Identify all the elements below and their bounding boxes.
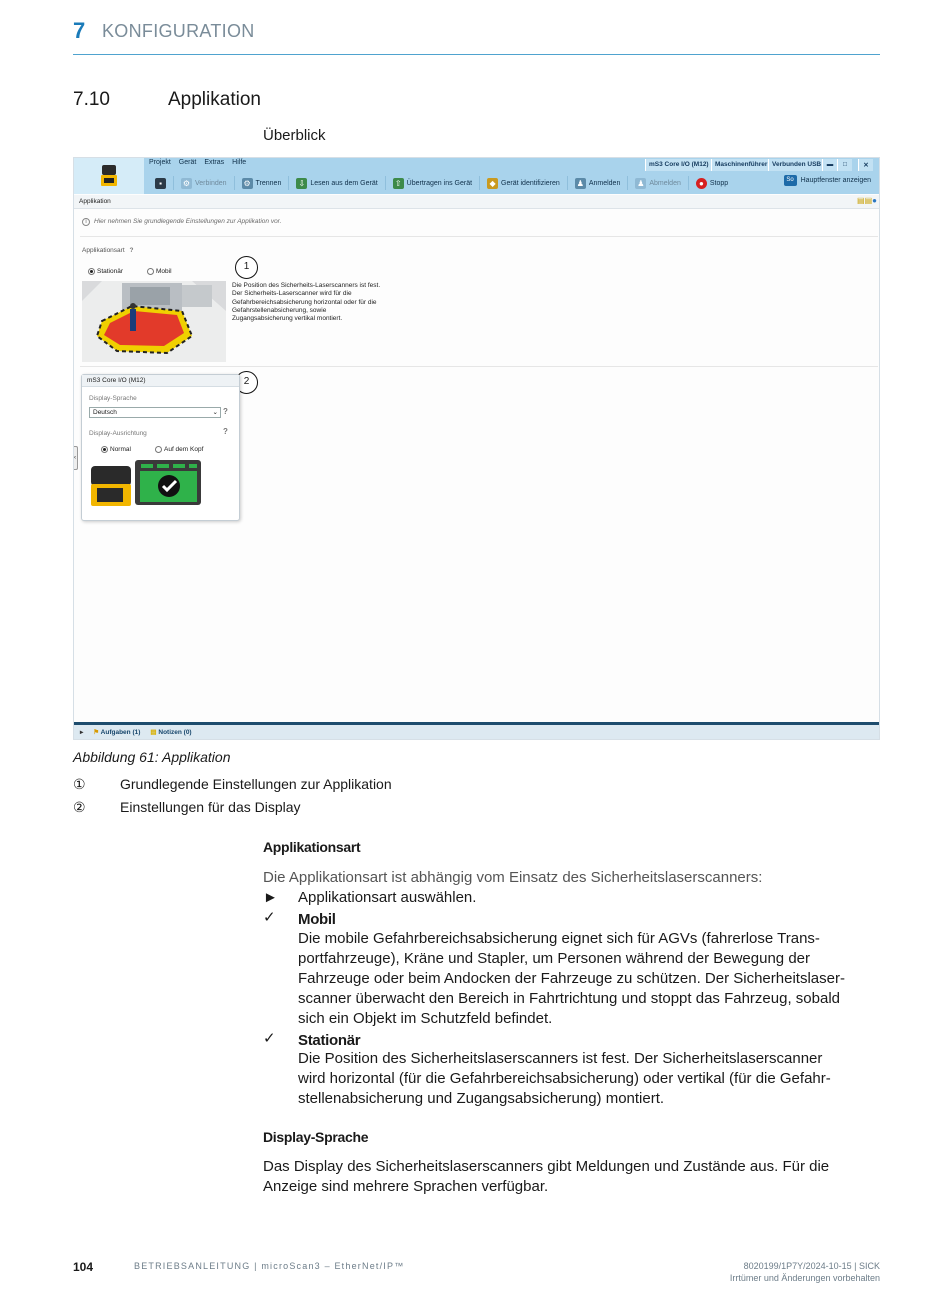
scanner-logo-icon: [74, 158, 144, 194]
mobile-line: Fahrzeuge oder beim Andocken der Fahrzeuge zu schützen. Der Sicherheitslaser-: [298, 970, 845, 987]
panel-title: mS3 Core I/O (M12): [82, 375, 239, 387]
help-icon[interactable]: ?: [129, 247, 134, 254]
section-heading: Applikationsart: [263, 839, 361, 855]
note-icon: ▤: [150, 729, 157, 736]
app-toolbar: [74, 158, 880, 194]
stationary-line: Die Position des Sicherheitslaserscanners ist fest. Der Sicherheitslaserscanner: [298, 1050, 823, 1067]
display-language-label: Display-Sprache: [89, 395, 137, 402]
login-icon: ♟: [576, 178, 584, 188]
app-type-label: Applikationsart ?: [82, 247, 134, 254]
help-icon[interactable]: ?: [223, 407, 228, 416]
maximize-icon[interactable]: □: [837, 159, 852, 171]
mobile-line: sich ein Objekt im Schutzfeld befindet.: [298, 1010, 553, 1027]
step-text: Applikationsart auswählen.: [298, 889, 477, 906]
lang-line: Das Display des Sicherheitslaserscanners gibt Meldungen und Zustände aus. Für die: [263, 1158, 830, 1175]
chevron-down-icon: ⌄: [212, 409, 218, 416]
section-subtitle: Überblick: [263, 127, 326, 144]
device-tag: mS3 Core I/O (M12): [645, 159, 712, 171]
menu-hilfe[interactable]: Hilfe: [232, 159, 247, 166]
tool-row: [148, 174, 735, 192]
option-title-mobile: Mobil: [298, 911, 336, 928]
main-window-button[interactable]: So Hauptfenster anzeigen: [784, 175, 871, 186]
stop-button[interactable]: ● Stopp: [689, 176, 735, 190]
help-icons[interactable]: ▤▤●: [857, 196, 877, 205]
mobile-line: Die mobile Gefahrbereichsabsicherung eignet sich für AGVs (fahrerlose Trans-: [298, 930, 820, 947]
close-icon[interactable]: ✕: [858, 159, 873, 171]
footer-reference: 8020199/1P7Y/2024-10-15 | SICK: [743, 1261, 880, 1271]
main-window-icon: So: [784, 175, 797, 186]
transfer-device-button[interactable]: ⇧ Übertragen ins Gerät: [386, 176, 480, 190]
disconnect-icon: ⚙: [243, 178, 251, 188]
stationary-line: stellenabsicherung und Zugangsabsicherung) montiert.: [298, 1090, 665, 1107]
identify-device-button[interactable]: ◆ Gerät identifizieren: [480, 176, 568, 190]
mobile-line: portfahrzeuge), Kräne und Stapler, um Personen während der Bewegung der: [298, 950, 810, 967]
read-icon: ⇩: [296, 178, 307, 189]
callout-1: 1: [235, 256, 258, 279]
display-orientation-label: Display-Ausrichtung: [89, 430, 147, 437]
radio-dot: [147, 268, 154, 275]
save-icon[interactable]: ▪: [148, 176, 174, 190]
callout-2: 2: [235, 371, 258, 394]
menu-geraet[interactable]: Gerät: [178, 159, 197, 166]
section-number: 7.10: [73, 89, 110, 110]
step-arrow-icon: ►: [263, 889, 278, 906]
radio-upside-down[interactable]: Auf dem Kopf: [155, 446, 203, 453]
software-screenshot: [73, 157, 880, 740]
radio-normal[interactable]: Normal: [101, 446, 131, 453]
status-bar: [74, 722, 880, 739]
legend-number: ①: [73, 776, 86, 792]
legend-text: Einstellungen für das Display: [120, 799, 301, 815]
identify-icon: ◆: [487, 178, 498, 189]
option-title-stationary: Stationär: [298, 1032, 361, 1049]
divider: [80, 366, 878, 367]
radio-mobile[interactable]: Mobil: [147, 268, 172, 275]
help-icon[interactable]: ?: [223, 427, 228, 436]
info-icon: i: [82, 218, 90, 226]
chapter-title: KONFIGURATION: [102, 21, 255, 41]
figure-caption: Abbildung 61: Applikation: [73, 749, 231, 765]
radio-dot: [101, 446, 108, 453]
footer-disclaimer: Irrtümer und Änderungen vorbehalten: [729, 1273, 880, 1283]
display-settings-panel: [81, 374, 240, 521]
connection-tag: Verbunden USB: [768, 159, 824, 171]
section-title: Applikation: [168, 89, 261, 110]
divider: [80, 236, 878, 237]
chapter-number: 7: [73, 18, 86, 43]
tasks-tab[interactable]: ⚑ Aufgaben (1): [93, 729, 141, 736]
app-type-description: Die Position des Sicherheits-Laserscanners ist fest. Der Sicherheits-Laserscanner wird für die Gefahrbereichsabsicherung horizontal oder für die Gefahrstellenabsicherung, sowie Zugangsabsicherung vertikal montiert.: [232, 282, 381, 323]
radio-dot: [155, 446, 162, 453]
page-number: 104: [73, 1260, 94, 1274]
logout-button[interactable]: ♟ Abmelden: [628, 176, 689, 190]
legend-number: ②: [73, 799, 86, 815]
collapse-handle[interactable]: ‹: [73, 446, 78, 470]
transfer-icon: ⇧: [393, 178, 404, 189]
radio-stationary[interactable]: Stationär: [88, 268, 123, 275]
menu-projekt[interactable]: Projekt: [149, 159, 171, 166]
login-button[interactable]: ♟ Anmelden: [568, 176, 629, 190]
stationary-illustration: [82, 281, 226, 362]
mobile-line: scanner überwacht den Bereich in Fahrtrichtung und stoppt das Fahrzeug, sobald: [298, 990, 840, 1007]
role-tag[interactable]: Maschinenführer: [711, 159, 770, 171]
menu-extras[interactable]: Extras: [204, 159, 225, 166]
connect-button[interactable]: ⚙ Verbinden: [174, 176, 235, 190]
read-device-button[interactable]: ⇩ Lesen aus dem Gerät: [289, 176, 385, 190]
check-icon: ✓: [263, 1030, 276, 1047]
flag-icon: ⚑: [93, 729, 100, 736]
minimize-icon[interactable]: ▬: [822, 159, 837, 171]
info-hint: i Hier nehmen Sie grundlegende Einstellungen zur Applikation vor.: [82, 218, 281, 226]
disconnect-button[interactable]: ⚙ Trennen: [235, 176, 290, 190]
notes-tab[interactable]: ▤ Notizen (0): [150, 729, 192, 736]
radio-dot: [88, 268, 95, 275]
stationary-line: wird horizontal (für die Gefahrbereichsabsicherung) oder vertikal (für die Gefahr-: [298, 1070, 831, 1087]
legend-text: Grundlegende Einstellungen zur Applikation: [120, 776, 392, 792]
stop-icon: ●: [696, 178, 707, 189]
intro-text: Die Applikationsart ist abhängig vom Einsatz des Sicherheitslaserscanners:: [263, 869, 763, 886]
header-rule: [73, 54, 880, 55]
logout-icon: ♟: [637, 178, 645, 188]
section-heading: Display-Sprache: [263, 1129, 369, 1145]
lang-line: Anzeige sind mehrere Sprachen verfügbar.: [263, 1178, 549, 1195]
expand-icon[interactable]: ▸: [80, 729, 84, 736]
menu-bar: [149, 159, 246, 171]
check-icon: ✓: [263, 909, 276, 926]
tab-applikation[interactable]: Applikation ▤▤●: [74, 195, 880, 209]
footer-doc-title: BETRIEBSANLEITUNG | microScan3 – EtherNet/IP™: [134, 1261, 405, 1271]
display-preview-icon: [91, 460, 201, 515]
display-language-select[interactable]: Deutsch ⌄: [89, 407, 221, 418]
connect-icon: ⚙: [182, 178, 191, 188]
